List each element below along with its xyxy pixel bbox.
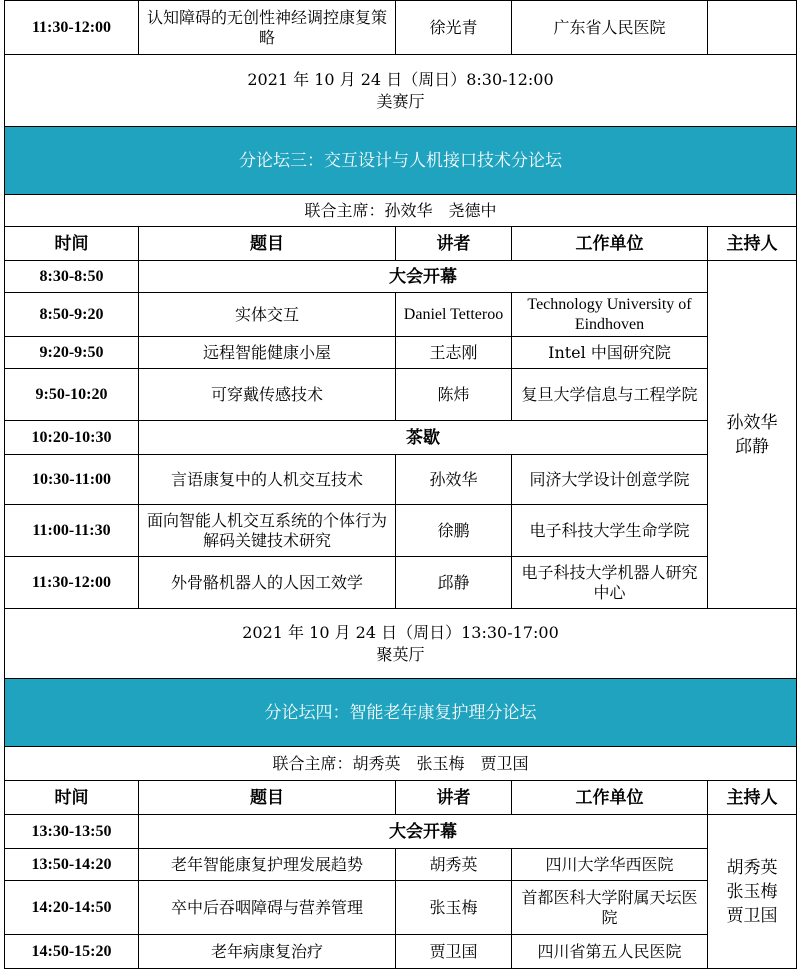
table-row — [5, 261, 797, 293]
time-cell: 10:30-11:00 — [5, 455, 139, 505]
session-title: 分论坛三：交互设计与人机接口技术分论坛 — [5, 127, 797, 195]
time-cell: 13:30-13:50 — [5, 815, 139, 849]
speaker-cell: 陈炜 — [396, 369, 512, 421]
header-row — [5, 227, 797, 261]
special-cell: 茶歇 — [139, 421, 708, 455]
topic-cell: 远程智能健康小屋 — [139, 337, 396, 369]
session-date-text: 2021 年 10 月 24 日（周日）8:30-12:00 — [247, 69, 554, 89]
time-cell: 13:50-14:20 — [5, 849, 139, 881]
topic-cell: 老年智能康复护理发展趋势 — [139, 849, 396, 881]
time-cell: 9:20-9:50 — [5, 337, 139, 369]
time-cell: 8:50-9:20 — [5, 293, 139, 337]
org-cell: 四川大学华西医院 — [512, 849, 708, 881]
topic-cell: 言语康复中的人机交互技术 — [139, 455, 396, 505]
session-chairs: 联合主席：孙效华 尧德中 — [5, 195, 797, 227]
org-cell: 电子科技大学生命学院 — [512, 505, 708, 557]
speaker-cell: Daniel Tetteroo — [396, 293, 512, 337]
host-cell — [708, 1, 797, 55]
topic-cell: 卒中后吞咽障碍与营养管理 — [139, 881, 396, 935]
time-cell: 14:20-14:50 — [5, 881, 139, 935]
org-cell: Intel 中国研究院 — [512, 337, 708, 369]
time-cell: 8:30-8:50 — [5, 261, 139, 293]
topic-cell: 老年病康复治疗 — [139, 935, 396, 969]
speaker-cell: 徐光青 — [396, 1, 512, 55]
header-host: 主持人 — [708, 781, 797, 815]
org-cell: 同济大学设计创意学院 — [512, 455, 708, 505]
header-speaker: 讲者 — [396, 781, 512, 815]
time-cell: 11:30-12:00 — [5, 1, 139, 55]
org-cell: 电子科技大学机器人研究中心 — [512, 557, 708, 609]
speaker-cell: 孙效华 — [396, 455, 512, 505]
topic-cell: 可穿戴传感技术 — [139, 369, 396, 421]
time-cell: 9:50-10:20 — [5, 369, 139, 421]
header-topic: 题目 — [139, 227, 396, 261]
session-room: 美赛厅 — [376, 91, 425, 111]
table-row — [5, 1, 797, 55]
header-org: 工作单位 — [512, 781, 708, 815]
topic-cell: 外骨骼机器人的人因工效学 — [139, 557, 396, 609]
session3-date-row — [5, 55, 797, 127]
topic-cell: 实体交互 — [139, 293, 396, 337]
topic-cell: 认知障碍的无创性神经调控康复策略 — [139, 1, 396, 55]
table-row — [5, 369, 797, 421]
time-cell: 10:20-10:30 — [5, 421, 139, 455]
table-row — [5, 455, 797, 505]
session4-chairs-row — [5, 747, 797, 781]
table-row — [5, 421, 797, 455]
table-row — [5, 935, 797, 969]
session3-chairs-row — [5, 195, 797, 227]
header-org: 工作单位 — [512, 227, 708, 261]
time-cell: 11:30-12:00 — [5, 557, 139, 609]
org-cell: 广东省人民医院 — [512, 1, 708, 55]
header-time: 时间 — [5, 781, 139, 815]
time-cell: 11:00-11:30 — [5, 505, 139, 557]
special-cell: 大会开幕 — [139, 261, 708, 293]
session-date — [5, 55, 797, 127]
speaker-cell: 贾卫国 — [396, 935, 512, 969]
host-cell: 胡秀英 张玉梅 贾卫国 — [708, 815, 797, 969]
org-cell: 复旦大学信息与工程学院 — [512, 369, 708, 421]
table-row — [5, 881, 797, 935]
topic-cell: 面向智能人机交互系统的个体行为解码关键技术研究 — [139, 505, 396, 557]
time-cell: 14:50-15:20 — [5, 935, 139, 969]
header-speaker: 讲者 — [396, 227, 512, 261]
table-row — [5, 815, 797, 849]
session4-banner-row — [5, 679, 797, 747]
table-row — [5, 337, 797, 369]
speaker-cell: 王志刚 — [396, 337, 512, 369]
speaker-cell: 张玉梅 — [396, 881, 512, 935]
session-date — [5, 609, 797, 679]
speaker-cell: 邱静 — [396, 557, 512, 609]
host-cell: 孙效华 邱静 — [708, 261, 797, 609]
session-date-text: 2021 年 10 月 24 日（周日）13:30-17:00 — [242, 622, 559, 642]
session3-banner-row — [5, 127, 797, 195]
table-row — [5, 293, 797, 337]
org-cell: 首都医科大学附属天坛医院 — [512, 881, 708, 935]
org-cell: Technology University of Eindhoven — [512, 293, 708, 337]
org-cell: 四川省第五人民医院 — [512, 935, 708, 969]
table-row — [5, 849, 797, 881]
special-cell: 大会开幕 — [139, 815, 708, 849]
header-row — [5, 781, 797, 815]
speaker-cell: 胡秀英 — [396, 849, 512, 881]
header-time: 时间 — [5, 227, 139, 261]
header-topic: 题目 — [139, 781, 396, 815]
session-chairs: 联合主席：胡秀英 张玉梅 贾卫国 — [5, 747, 797, 781]
header-host: 主持人 — [708, 227, 797, 261]
session4-date-row — [5, 609, 797, 679]
speaker-cell: 徐鹏 — [396, 505, 512, 557]
session-room: 聚英厅 — [376, 644, 425, 664]
table-row — [5, 557, 797, 609]
table-row — [5, 505, 797, 557]
session-title: 分论坛四：智能老年康复护理分论坛 — [5, 679, 797, 747]
schedule-table — [4, 0, 797, 969]
